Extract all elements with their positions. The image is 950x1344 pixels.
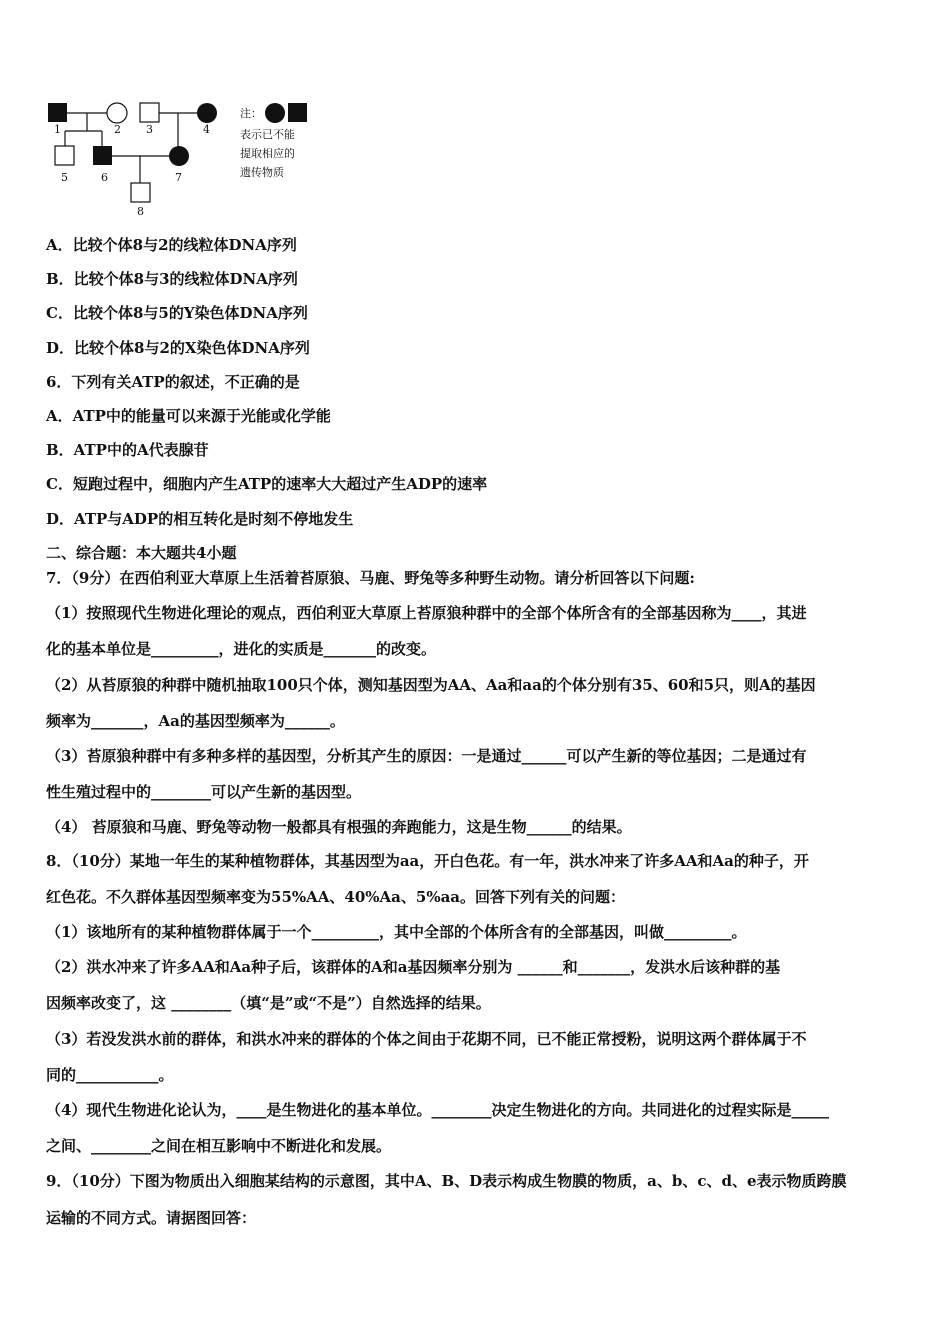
pedigree-number-5: 5 [61,171,68,184]
individual-2-female [107,103,127,123]
q8-line-6: （4）现代生物进化论认为，____是生物进化的基本单位。________决定生物进化的方向。共同进化的过程实际是_____ [46,1101,829,1119]
q5-option-b: B．比较个体8与3的线粒体DNA序列 [46,270,298,288]
legend-line-3: 遗传物质 [240,166,284,179]
q7-line-3: （2）从苔原狼的种群中随机抽取100只个体，测知基因型为AA、Aa和aa的个体分别有35、60和5只，则A的基因 [46,676,816,694]
pedigree-number-3: 3 [146,123,153,136]
pedigree-number-6: 6 [101,171,108,184]
q8-line-4: （3）若没发洪水前的群体，和洪水冲来的群体的个体之间由于花期不同，已不能正常授粉，说明这两个群体属于不 [46,1030,807,1048]
q8-line-2: （2）洪水冲来了许多AA和Aa种子后，该群体的A和a基因频率分别为 ______和_______，发洪水后该种群的基 [46,958,781,976]
legend-filled-square [288,103,307,122]
q7-line-2: 化的基本单位是_________，进化的实质是_______的改变。 [46,640,437,658]
pedigree-number-2: 2 [114,123,121,136]
pedigree-number-7: 7 [175,171,182,184]
q7-line-1: （1）按照现代生物进化理论的观点，西伯利亚大草原上苔原狼种群中的全部个体所含有的全部基因称为____，其进 [46,604,807,622]
individual-7-affected-female [169,146,189,166]
q7-line-4: 频率为_______，Aa的基因型频率为______。 [46,712,345,730]
legend-filled-circle [265,103,285,123]
pedigree-number-8: 8 [137,205,144,218]
individual-6-affected-male [93,146,112,165]
q7-line-5: （3）苔原狼种群中有多种多样的基因型，分析其产生的原因：一是通过______可以产生新的等位基因；二是通过有 [46,747,807,765]
q6-stem: 6．下列有关ATP的叙述，不正确的是 [46,373,300,391]
q6-option-c: C．短跑过程中，细胞内产生ATP的速率大大超过产生ADP的速率 [46,475,488,493]
q9-stem-1: 9．（10分）下图为物质出入细胞某结构的示意图，其中A、B、D表示构成生物膜的物质，a、b、c、d、e表示物质跨膜 [46,1172,847,1190]
pedigree-number-4: 4 [203,123,210,136]
individual-3-male [140,103,159,122]
legend-line-2: 提取相应的 [240,147,295,160]
q7-stem: 7．（9分）在西伯利亚大草原上生活着苔原狼、马鹿、野兔等多种野生动物。请分析回答以下问题: [46,569,695,587]
q6-option-d: D．ATP与ADP的相互转化是时刻不停地发生 [46,510,354,528]
q8-stem-2: 红色花。不久群体基因型频率变为55%AA、40%Aa、5%aa。回答下列有关的问题： [46,888,626,906]
q6-option-b: B．ATP中的A代表腺苷 [46,441,209,459]
q8-line-7: 之间、________之间在相互影响中不断进化和发展。 [46,1137,392,1155]
q8-line-3: 因频率改变了，这 ________（填“是”或“不是”）自然选择的结果。 [46,994,491,1012]
q5-option-a: A．比较个体8与2的线粒体DNA序列 [46,236,297,254]
pedigree-number-1: 1 [54,123,61,136]
q8-stem-1: 8．（10分）某地一年生的某种植物群体，其基因型为aa，开白色花。有一年，洪水冲来了许多AA和Aa的种子，开 [46,852,809,870]
individual-5-male [55,146,74,165]
individual-1-affected-male [48,103,67,122]
q8-line-5: 同的___________。 [46,1066,174,1084]
individual-8-male [131,183,150,202]
q5-option-d: D．比较个体8与2的X染色体DNA序列 [46,339,310,357]
legend-line-1: 表示已不能 [240,128,295,141]
q8-line-1: （1）该地所有的某种植物群体属于一个_________，其中全部的个体所含有的全部基因，叫做_________。 [46,923,747,941]
individual-4-affected-female [197,103,217,123]
q7-line-6: 性生殖过程中的________可以产生新的基因型。 [46,783,362,801]
q9-stem-2: 运输的不同方式。请据图回答： [46,1209,257,1227]
q5-option-c: C．比较个体8与5的Y染色体DNA序列 [46,304,308,322]
q7-line-7: （4） 苔原狼和马鹿、野兔等动物一般都具有根强的奔跑能力，这是生物______的结果。 [46,818,632,836]
legend-note-label: 注： [240,107,262,120]
q6-option-a: A．ATP中的能量可以来源于光能或化学能 [46,407,331,425]
pedigree-figure [40,95,340,220]
section-2-heading: 二、综合题：本大题共4小题 [46,544,237,562]
